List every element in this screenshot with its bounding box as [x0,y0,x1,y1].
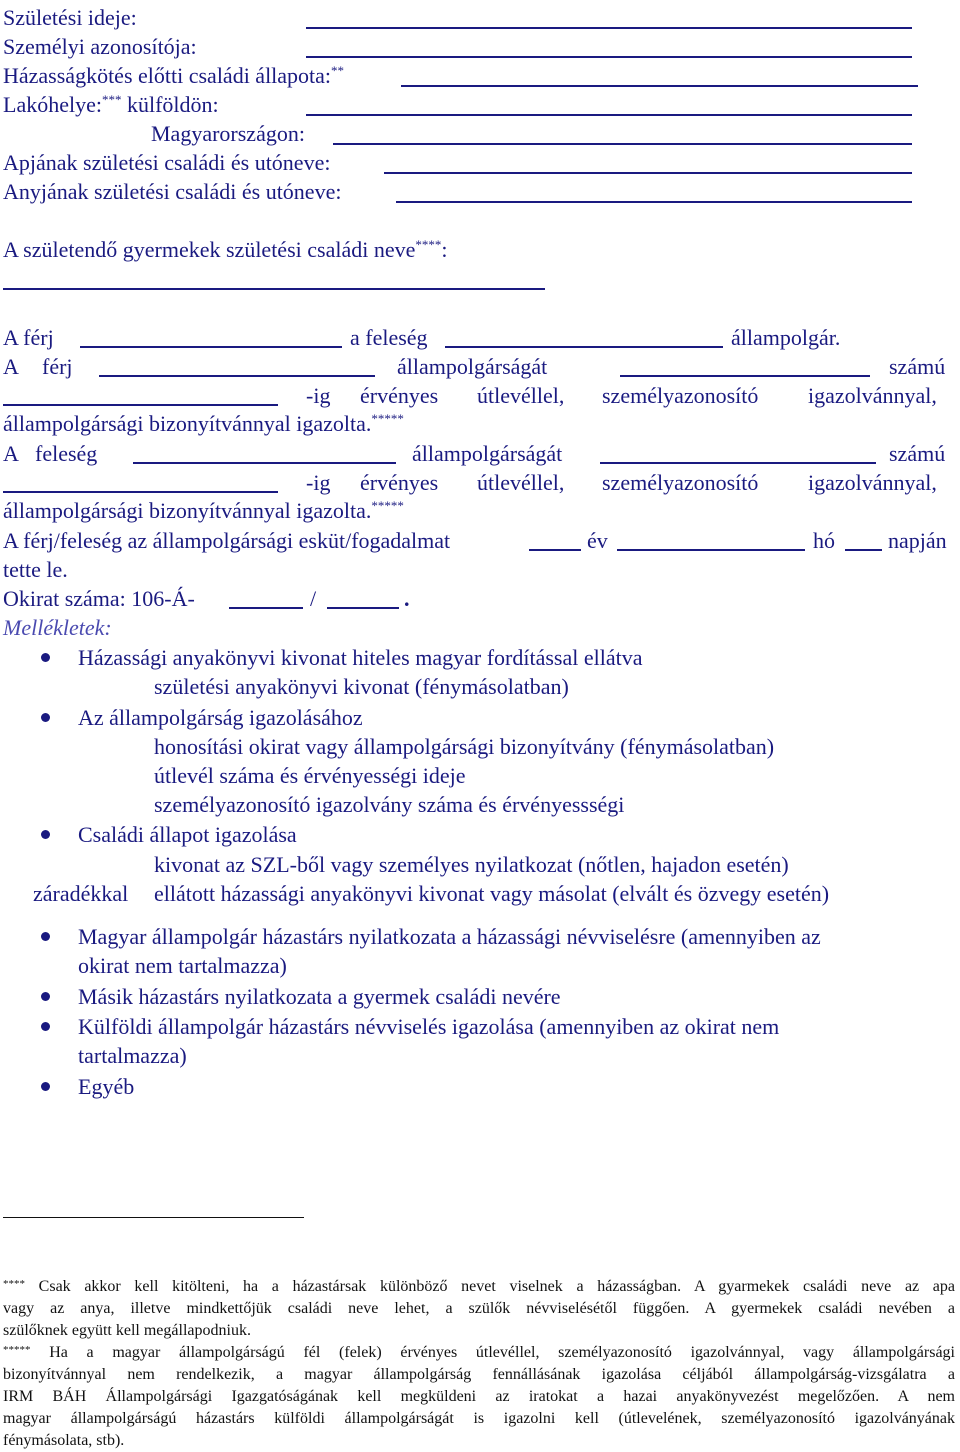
wife-proof-citizenship-field[interactable] [133,462,396,464]
father-name-label: Apjának születési családi és utóneve: [3,150,331,175]
husband-id-card-suffix: igazolvánnyal, [808,383,937,408]
footnote-5-line-4: magyar állampolgárságú házastárs külföldi állampolgárságát is igazolni kell (útlevelének, személyazonosító igazolványának [3,1410,955,1427]
footnote-4-line-2: vagy az anya, illetve mindkettőjük családi neve lehet, a szülők névviselésétől függően. A gyermekek családi nevében a [3,1300,955,1317]
attachment-foreign-name-proof: Külföldi állampolgár házastárs névviselés igazolása (amennyiben az okirat nem [78,1014,780,1039]
birth-date-field[interactable] [306,27,912,29]
oath-year-field[interactable] [529,549,581,551]
footnote-5-line-5: fénymásolata, stb). [3,1432,125,1449]
attachment-child-name-declaration: Másik házastárs nyilatkozata a gyermek családi nevére [78,984,561,1009]
footnote-ref-3: *** [101,92,122,107]
wife-document-number-field[interactable] [600,462,876,464]
husband-proof-ferj: férj [42,354,73,379]
footnote-4-line-3: szülőknek együtt kell megállapodniuk. [3,1322,251,1339]
bullet-icon [41,932,50,941]
husband-proof-citizenship-label: állampolgárságát [397,354,548,379]
personal-id-label: Személyi azonosítója: [3,34,197,59]
document-number-label: Okirat száma: 106-Á- [3,586,195,611]
premarital-status-label: Házasságkötés előtti családi állapota:** [3,63,345,88]
attachment-endorsement-label: záradékkal [33,881,129,906]
attachment-name-declaration: Magyar állampolgár házastárs nyilatkozata a házassági névviselésre (amennyiben az [78,924,821,949]
children-name-label: A születendő gyermekek születési családi neve****: [3,237,448,262]
premarital-status-field[interactable] [401,85,918,87]
oath-line2: tette le. [3,557,68,582]
residence-hungary-label: Magyarországon: [151,121,305,146]
wife-validity-field[interactable] [3,491,278,493]
attachment-citizenship-proof: Az állampolgárság igazolásához [78,705,363,730]
footnote-5-line-1: ***** Ha a magyar állampolgárságú fél (felek) érvényes útlevéllel, személyazonosító igazolvánnyal, vagy állampolgársági [3,1344,955,1361]
personal-id-field[interactable] [306,56,912,58]
husband-id-card-label: személyazonosító [602,383,759,408]
attachment-name-declaration-cont: okirat nem tartalmazza) [78,953,287,978]
wife-passport-label: útlevéllel, [477,470,565,495]
wife-id-card-suffix: igazolvánnyal, [808,470,937,495]
footnote-5-mark: ***** [3,1344,31,1356]
wife-proof-a: A [3,441,19,466]
oath-month-field[interactable] [617,549,805,551]
footnote-ref-5b: ***** [371,498,404,513]
document-number-field-2[interactable] [327,607,399,609]
bullet-icon [41,992,50,1001]
footnote-4-mark: **** [3,1278,25,1290]
document-number-field-1[interactable] [229,607,303,609]
attachment-marriage-extract: Házassági anyakönyvi kivonat hiteles magyar fordítással ellátva [78,645,643,670]
bullet-icon [41,1082,50,1091]
husband-passport-label: útlevéllel, [477,383,565,408]
husband-citizenship-field[interactable] [80,346,342,348]
attachment-marital-status: Családi állapot igazolása [78,822,297,847]
husband-certificate-label: állampolgársági bizonyítvánnyal igazolta.***** [3,411,404,436]
attachment-other: Egyéb [78,1074,135,1099]
footnote-4-line-1: **** Csak akkor kell kitölteni, ha a házastársak különböző nevet viselnek a házasságban. A gyarmekek családi neve az apa [3,1278,956,1295]
bullet-icon [41,713,50,722]
husband-proof-number-label: számú [889,354,946,379]
footnote-separator [3,1217,304,1218]
husband-document-number-field[interactable] [620,375,870,377]
document-number-slash: / [310,586,317,611]
oath-label: A férj/feleség az állampolgársági esküt/fogadalmat [3,528,451,553]
husband-validity-ig: -ig [306,383,331,408]
wife-proof-feleseg: feleség [35,441,98,466]
mother-name-label: Anyjának születési családi és utóneve: [3,179,342,204]
footnote-5-line-2: bizonyítvánnyal nem rendelkezik, a magyar állampolgárság fennállásának igazolása céljából állampolgárság-vizsgálatra a [3,1366,955,1383]
bullet-icon [41,653,50,662]
attachment-szl-extract: kivonat az SZL-ből vagy személyes nyilatkozat (nőtlen, hajadon esetén) [154,852,789,877]
attachment-passport: útlevél száma és érvényességi ideje [154,763,466,788]
mother-name-field[interactable] [396,201,912,203]
birth-date-label: Születési ideje: [3,5,137,30]
citizen-label: állampolgár. [731,325,841,350]
bullet-icon [41,1022,50,1031]
oath-year-label: év [587,528,608,553]
wife-label: a feleség [350,325,428,350]
residence-hungary-field[interactable] [333,143,912,145]
footnote-ref-4: **** [415,237,442,252]
oath-day-label: napján [888,528,947,553]
wife-id-card-label: személyazonosító [602,470,759,495]
attachment-naturalization: honosítási okirat vagy állampolgársági bizonyítvány (fénymásolatban) [154,734,775,759]
attachments-heading: Mellékletek: [3,615,112,640]
wife-validity-ig: -ig [306,470,331,495]
document-number-dot: . [404,586,410,611]
father-name-field[interactable] [384,172,912,174]
footnote-ref-5: ***** [371,411,404,426]
wife-proof-number-label: számú [889,441,946,466]
children-name-field[interactable] [3,288,545,290]
husband-valid-label: érvényes [360,383,439,408]
wife-valid-label: érvényes [360,470,439,495]
husband-label: A férj [3,325,54,350]
residence-label: Lakóhelye:*** külföldön: [3,92,219,117]
residence-abroad-field[interactable] [306,114,912,116]
bullet-icon [41,830,50,839]
husband-proof-citizenship-field[interactable] [99,375,375,377]
oath-month-label: hó [813,528,835,553]
oath-day-field[interactable] [845,549,882,551]
husband-validity-field[interactable] [3,404,278,406]
husband-proof-a: A [3,354,19,379]
wife-proof-citizenship-label: állampolgárságát [412,441,563,466]
attachment-endorsed-extract: ellátott házassági anyakönyvi kivonat vagy másolat (elvált és özvegy esetén) [154,881,830,906]
attachment-id-card: személyazonosító igazolvány száma és érvényessségi [154,792,625,817]
footnote-5-line-3: IRM BÁH Állampolgársági Igazgatóságának kell megküldeni az iratokat a hazai anyakönyvezést megelőzően. A nem [3,1388,955,1405]
attachment-foreign-name-proof-cont: tartalmazza) [78,1043,187,1068]
footnote-ref-2: ** [331,63,345,78]
wife-certificate-label: állampolgársági bizonyítvánnyal igazolta.***** [3,498,404,523]
wife-citizenship-field[interactable] [445,346,723,348]
attachment-birth-extract: születési anyakönyvi kivonat (fénymásolatban) [154,674,569,699]
